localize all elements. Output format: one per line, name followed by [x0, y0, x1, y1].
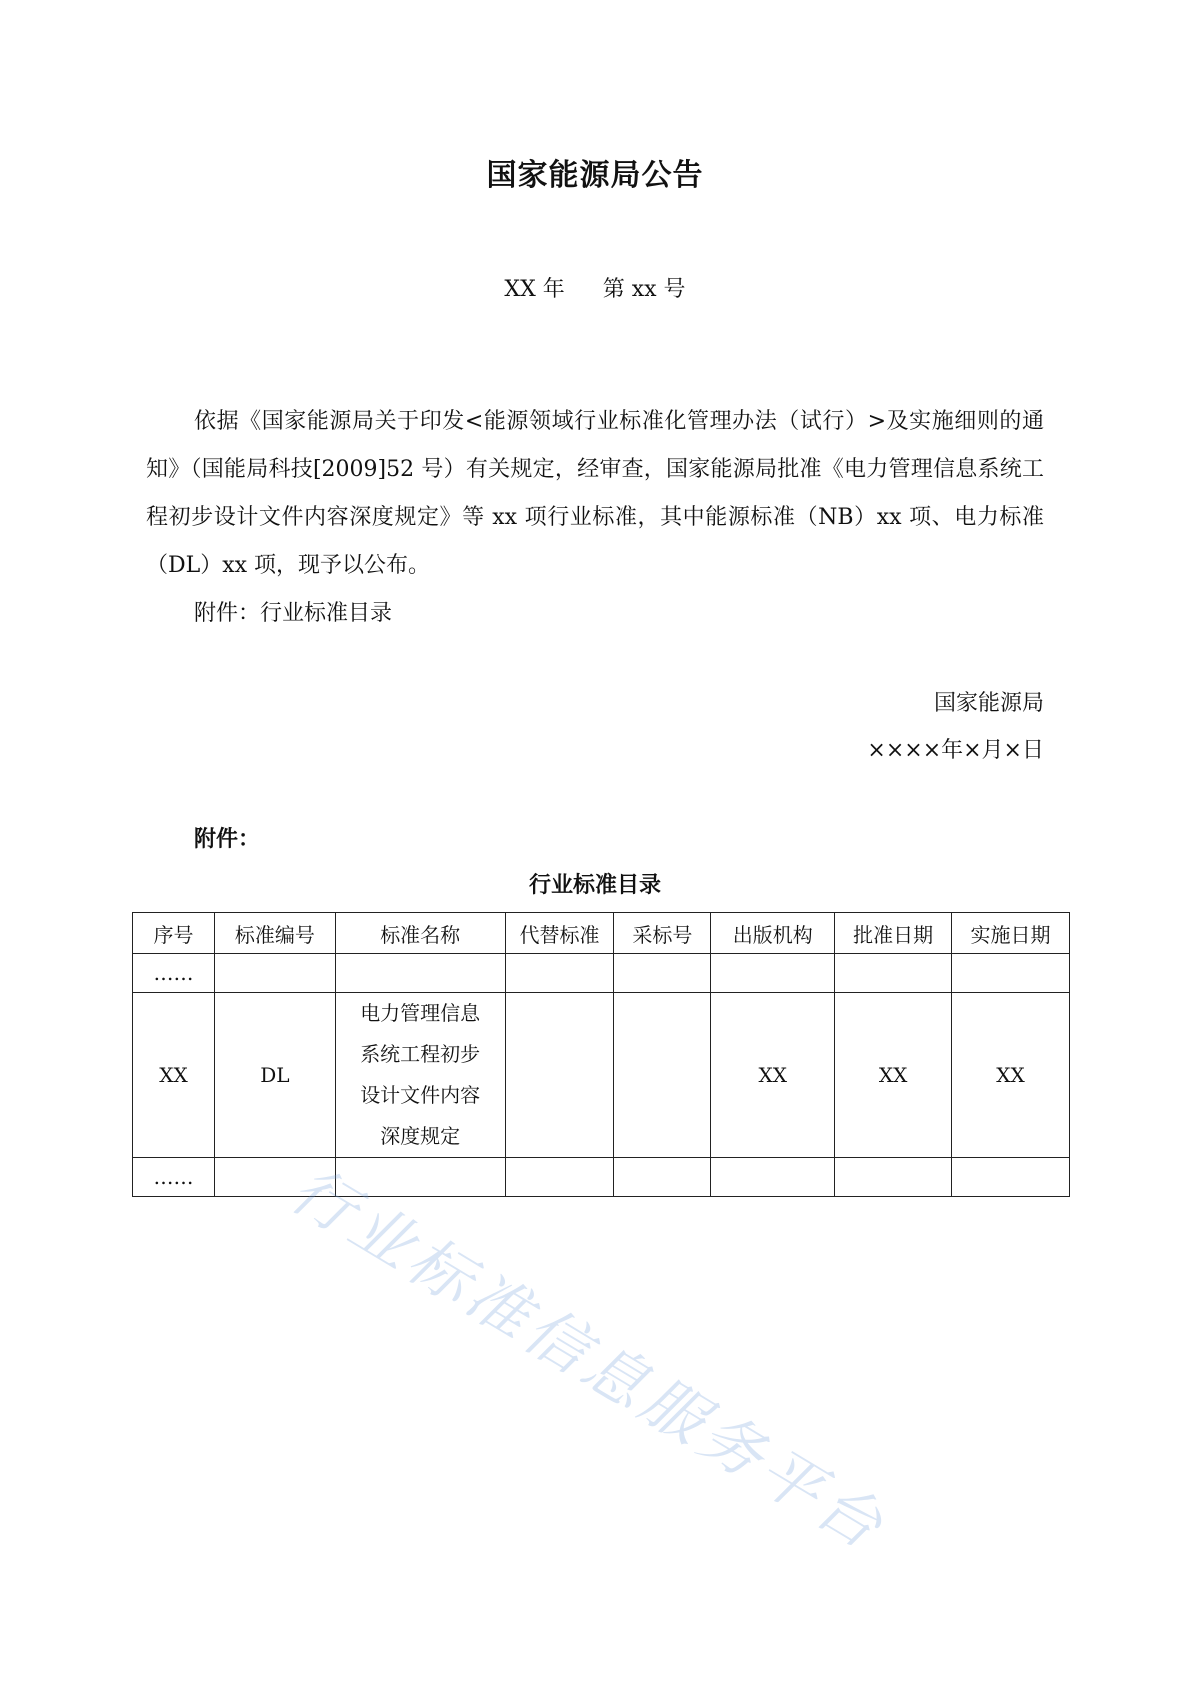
- cell-effective: [952, 954, 1070, 993]
- table-row: [133, 993, 1070, 1158]
- announcement-paragraph: 依据《国家能源局关于印发<能源领域行业标准化管理办法（试行）>及实施细则的通知》（国能局科技[2009]52 号）有关规定，经审查，国家能源局批准《电力管理信息系统工程初步设计文件内容深度规定》等 xx 项行业标准，其中能源标准（NB）xx 项、电力标准（DL）xx 项，现予以公布。: [146, 409, 1044, 578]
- cell-name: [335, 993, 505, 1158]
- table-header-row: [133, 913, 1070, 954]
- cell-adopted: [614, 993, 711, 1158]
- announcement-body: [146, 398, 1044, 638]
- column-header: 序号: [133, 913, 215, 954]
- issue-number: 第 xx 号: [602, 277, 686, 302]
- cell-replaces: [505, 993, 614, 1158]
- issue-number-line: [0, 272, 1190, 303]
- column-header: 批准日期: [835, 913, 952, 954]
- column-header: 标准名称: [335, 913, 505, 954]
- attachment-label: 附件：: [194, 827, 261, 852]
- column-header: 采标号: [614, 913, 711, 954]
- cell-code: [214, 954, 335, 993]
- issuer-name: 国家能源局: [933, 691, 1044, 716]
- name-line: 深度规定: [380, 1124, 461, 1148]
- name-line: 设计文件内容: [360, 1083, 481, 1107]
- attachment-reference: 附件：行业标准目录: [194, 601, 393, 626]
- cell-publisher: [711, 954, 835, 993]
- column-header: 出版机构: [711, 913, 835, 954]
- issue-year: XX 年: [504, 277, 565, 302]
- column-header: 代替标准: [505, 913, 614, 954]
- cell-approved: XX: [835, 993, 952, 1158]
- cell-code: [214, 1158, 335, 1197]
- table-row: [133, 954, 1070, 993]
- cell-seq: ……: [133, 954, 215, 993]
- cell-approved: [835, 954, 952, 993]
- cell-effective: XX: [952, 993, 1070, 1158]
- table-title: 行业标准目录: [528, 873, 661, 898]
- watermark: 行业标准信息服务平台: [278, 1152, 900, 1566]
- page-title: 国家能源局公告: [486, 158, 704, 193]
- cell-seq: ……: [133, 1158, 215, 1197]
- cell-name: [335, 954, 505, 993]
- cell-effective: [952, 1158, 1070, 1197]
- cell-publisher: [711, 1158, 835, 1197]
- cell-adopted: [614, 954, 711, 993]
- cell-code: DL: [214, 993, 335, 1158]
- column-header: 实施日期: [952, 913, 1070, 954]
- cell-name: [335, 1158, 505, 1197]
- name-line: 电力管理信息: [360, 1001, 481, 1025]
- cell-publisher: XX: [711, 993, 835, 1158]
- cell-adopted: [614, 1158, 711, 1197]
- column-header: 标准编号: [214, 913, 335, 954]
- table-row: [133, 1158, 1070, 1197]
- cell-seq: XX: [133, 993, 215, 1158]
- cell-replaces: [505, 954, 614, 993]
- name-line: 系统工程初步: [360, 1042, 481, 1066]
- cell-approved: [835, 1158, 952, 1197]
- issue-date: ××××年×月×日: [867, 738, 1044, 763]
- standards-table: [132, 912, 1070, 1197]
- cell-replaces: [505, 1158, 614, 1197]
